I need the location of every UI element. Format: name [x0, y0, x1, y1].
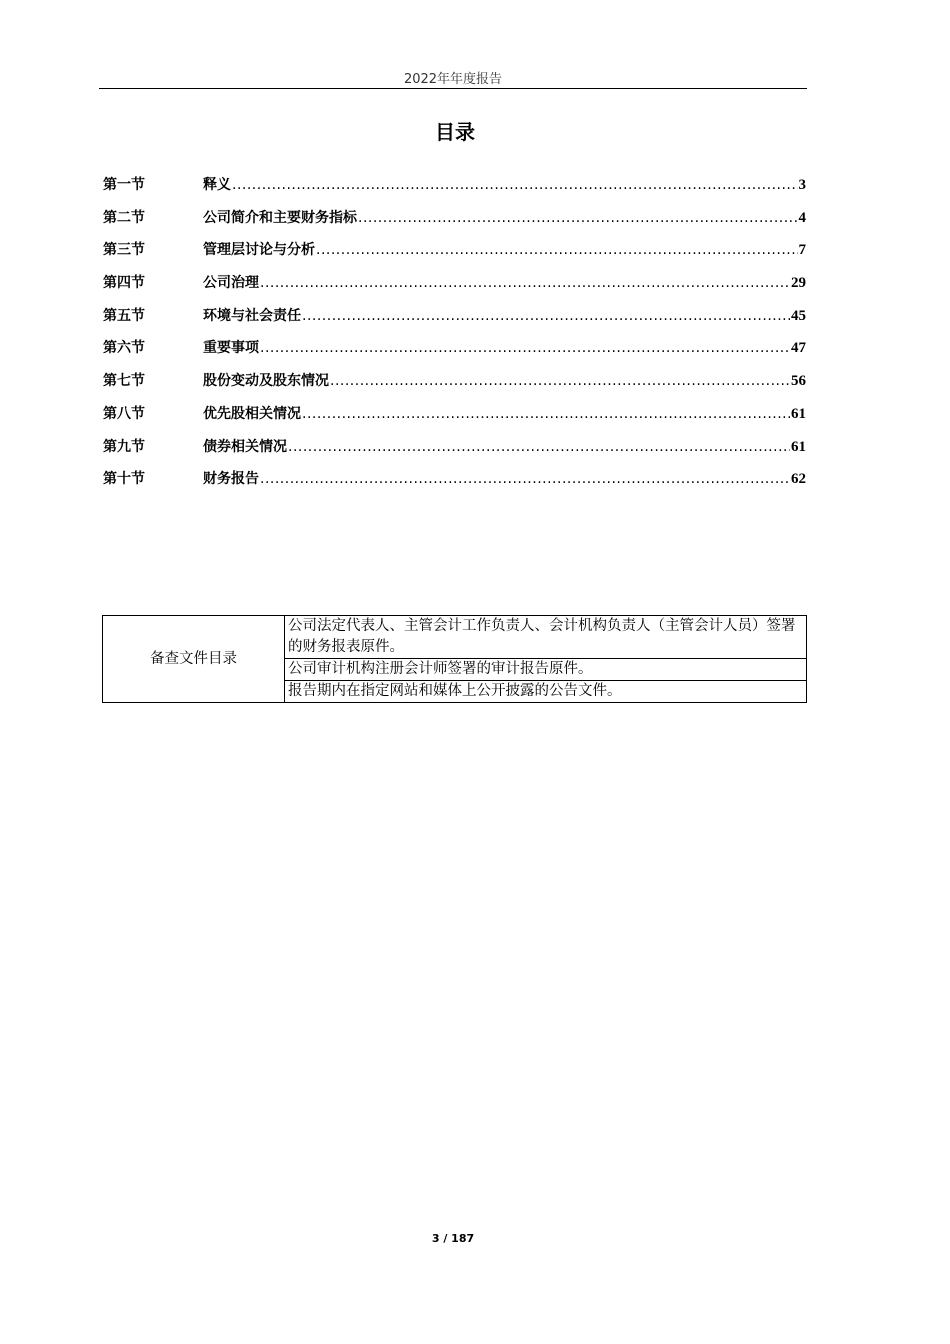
toc-dot-leader — [358, 210, 798, 226]
reference-documents-table — [102, 615, 807, 703]
toc-entry-number: 第十节 — [103, 471, 145, 488]
toc-entry-page: 61 — [791, 405, 806, 422]
toc-entry-number: 第九节 — [103, 438, 145, 455]
toc-entry-label: 环境与社会责任 — [203, 307, 301, 324]
toc-entry-page: 56 — [791, 373, 806, 390]
reference-document-item: 报告期内在指定网站和媒体上公开披露的公告文件。 — [285, 681, 807, 703]
toc-entry-label: 重要事项 — [203, 340, 259, 357]
toc-dot-leader — [260, 340, 790, 356]
reference-documents-heading: 备查文件目录 — [103, 616, 285, 703]
toc-entry[interactable] — [103, 272, 806, 305]
toc-entry[interactable] — [103, 370, 806, 403]
toc-entry-page: 61 — [791, 438, 806, 455]
toc-entry[interactable] — [103, 239, 806, 272]
toc-dot-leader — [302, 308, 790, 324]
table-of-contents — [103, 174, 806, 501]
toc-entry-number: 第二节 — [103, 209, 145, 226]
toc-entry-label: 财务报告 — [203, 471, 259, 488]
toc-entry-label: 公司治理 — [203, 275, 259, 292]
toc-entry-page: 45 — [791, 307, 806, 324]
toc-entry-label: 公司简介和主要财务指标 — [203, 209, 357, 226]
toc-entry-number: 第四节 — [103, 275, 145, 292]
toc-entry-number: 第六节 — [103, 340, 145, 357]
toc-entry-label: 股份变动及股东情况 — [203, 373, 329, 390]
reference-document-item: 公司法定代表人、主管会计工作负责人、会计机构负责人（主管会计人员）签署的财务报表原件。 — [285, 616, 807, 659]
toc-entry-page: 3 — [798, 177, 806, 193]
toc-entry[interactable] — [103, 403, 806, 436]
toc-entry-number: 第八节 — [103, 405, 145, 422]
toc-dot-leader — [260, 471, 790, 487]
toc-entry[interactable] — [103, 468, 806, 501]
toc-entry-number: 第一节 — [103, 177, 145, 193]
toc-dot-leader — [260, 275, 790, 291]
toc-entry-label: 优先股相关情况 — [203, 405, 301, 422]
toc-entry-page: 29 — [791, 275, 806, 292]
toc-title: 目录 — [435, 120, 475, 144]
page-indicator: 3 / 187 — [431, 1232, 475, 1245]
toc-entry-label: 释义 — [203, 177, 231, 193]
toc-entry-page: 62 — [791, 471, 806, 488]
toc-entry[interactable] — [103, 337, 806, 370]
reference-document-item: 公司审计机构注册会计师签署的审计报告原件。 — [285, 659, 807, 681]
toc-entry-label: 管理层讨论与分析 — [203, 242, 315, 259]
toc-entry[interactable] — [103, 305, 806, 338]
toc-entry-page: 7 — [798, 242, 806, 259]
toc-entry-label: 债券相关情况 — [203, 438, 287, 455]
toc-entry-number: 第七节 — [103, 373, 145, 390]
toc-dot-leader — [302, 406, 790, 422]
toc-dot-leader — [288, 439, 790, 455]
report-header-title: 2022年年度报告 — [403, 72, 503, 87]
toc-entry-page: 47 — [791, 340, 806, 357]
toc-dot-leader — [316, 242, 798, 258]
toc-dot-leader — [232, 177, 798, 193]
toc-entry-page: 4 — [798, 209, 806, 226]
toc-entry-number: 第五节 — [103, 307, 145, 324]
table-row — [103, 616, 807, 659]
toc-entry-number: 第三节 — [103, 242, 145, 259]
toc-entry[interactable] — [103, 436, 806, 469]
toc-entry[interactable] — [103, 207, 806, 240]
header-divider — [99, 88, 807, 89]
toc-entry[interactable] — [103, 174, 806, 207]
toc-dot-leader — [330, 373, 790, 389]
